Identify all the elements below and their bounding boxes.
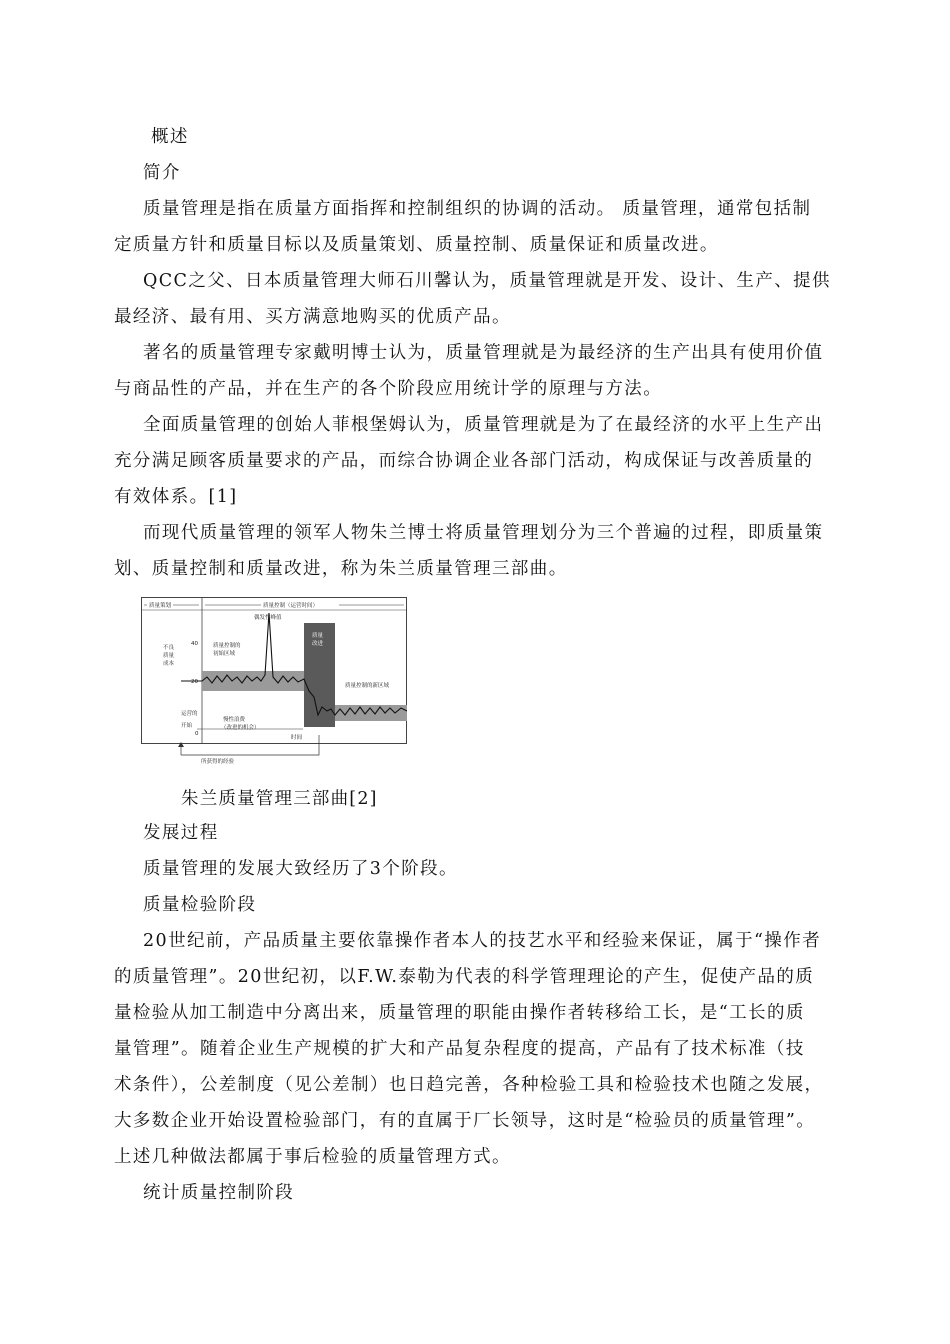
paragraph-line: 而现代质量管理的领军人物朱兰博士将质量管理划分为三个普遍的过程，即质量策: [143, 523, 824, 543]
heading-development: 发展过程: [143, 823, 219, 843]
paragraph-line: 术条件），公差制度（见公差制）也日趋完善，各种检验工具和检验技术也随之发展，: [114, 1075, 824, 1095]
paragraph-line: 与商品性的产品，并在生产的各个阶段应用统计学的原理与方法。: [114, 379, 663, 399]
paragraph-line: 量检验从加工制造中分离出来，质量管理的职能由操作者转移给工长，是“工长的质: [114, 1003, 805, 1023]
figure-caption: 朱兰质量管理三部曲[2]: [181, 789, 378, 809]
paragraph-line: 定质量方针和质量目标以及质量策划、质量控制、质量保证和质量改进。: [114, 235, 719, 255]
label-chronic-1: 慢性浪费: [223, 717, 246, 723]
label-chronic-2: （改进的机会）: [221, 725, 260, 731]
paragraph-line: 的质量管理”。20世纪初，以F.W.泰勒为代表的科学管理理论的产生，促使产品的质: [114, 967, 815, 987]
paragraph-line: 有效体系。[1]: [114, 487, 238, 507]
heading-inspection: 质量检验阶段: [143, 895, 257, 915]
paragraph-line: 最经济、最有用、买方满意地购买的优质产品。: [114, 307, 511, 327]
label-lessons: 所获得的经验: [201, 759, 235, 765]
label-original-zone-2: 初始区域: [213, 651, 236, 657]
tick-40: 40: [191, 641, 198, 647]
paragraph-line: 上述几种做法都属于事后检验的质量管理方式。: [114, 1147, 511, 1167]
paragraph-line: 划、质量控制和质量改进，称为朱兰质量管理三部曲。: [114, 559, 568, 579]
label-improvement-2: 改进: [312, 641, 324, 647]
paragraph-line: 大多数企业开始设置检验部门，有的直属于厂长领导，这时是“检验员的质量管理”。: [114, 1111, 816, 1131]
paragraph-line: 著名的质量管理专家戴明博士认为，质量管理就是为最经济的生产出具有使用价值: [143, 343, 824, 363]
label-cost-1: 不良: [163, 645, 175, 651]
label-start-1: 运营的: [181, 711, 198, 717]
label-planning: 质量策划: [149, 603, 172, 609]
tick-0: 0: [195, 731, 199, 737]
label-control: 质量控制（运营时间）: [263, 603, 319, 609]
label-original-zone-1: 质量控制的: [213, 643, 241, 649]
paragraph-line: 充分满足顾客质量要求的产品，而综合协调企业各部门活动，构成保证与改善质量的: [114, 451, 814, 471]
label-new-zone: 质量控制的新区域: [345, 683, 390, 689]
tick-20: 20: [191, 679, 198, 685]
paragraph-line: 20世纪前，产品质量主要依靠操作者本人的技艺水平和经验来保证，属于“操作者: [143, 931, 822, 951]
label-time: 时间: [291, 735, 303, 741]
label-improvement-1: 质量: [312, 633, 324, 639]
label-sporadic: 偶发性峰值: [254, 615, 282, 621]
label-cost-3: 成本: [163, 661, 175, 667]
heading-statistical: 统计质量控制阶段: [143, 1183, 295, 1203]
paragraph-line: 质量管理是指在质量方面指挥和控制组织的协调的活动。 质量管理，通常包括制: [143, 199, 812, 219]
paragraph-line: QCC之父、日本质量管理大师石川馨认为，质量管理就是开发、设计、生产、提供: [143, 271, 831, 291]
paragraph-line: 量管理”。随着企业生产规模的扩大和产品复杂程度的提高，产品有了技术标准（技: [114, 1039, 805, 1059]
label-cost-2: 质量: [163, 653, 175, 659]
heading-intro: 简介: [143, 163, 181, 183]
label-start-2: 开始: [181, 723, 193, 729]
juran-trilogy-diagram: [141, 597, 407, 767]
heading-overview: 概述: [151, 127, 189, 147]
paragraph-line: 全面质量管理的创始人菲根堡姆认为，质量管理就是为了在最经济的水平上生产出: [143, 415, 824, 435]
paragraph-line: 质量管理的发展大致经历了3个阶段。: [143, 859, 458, 879]
